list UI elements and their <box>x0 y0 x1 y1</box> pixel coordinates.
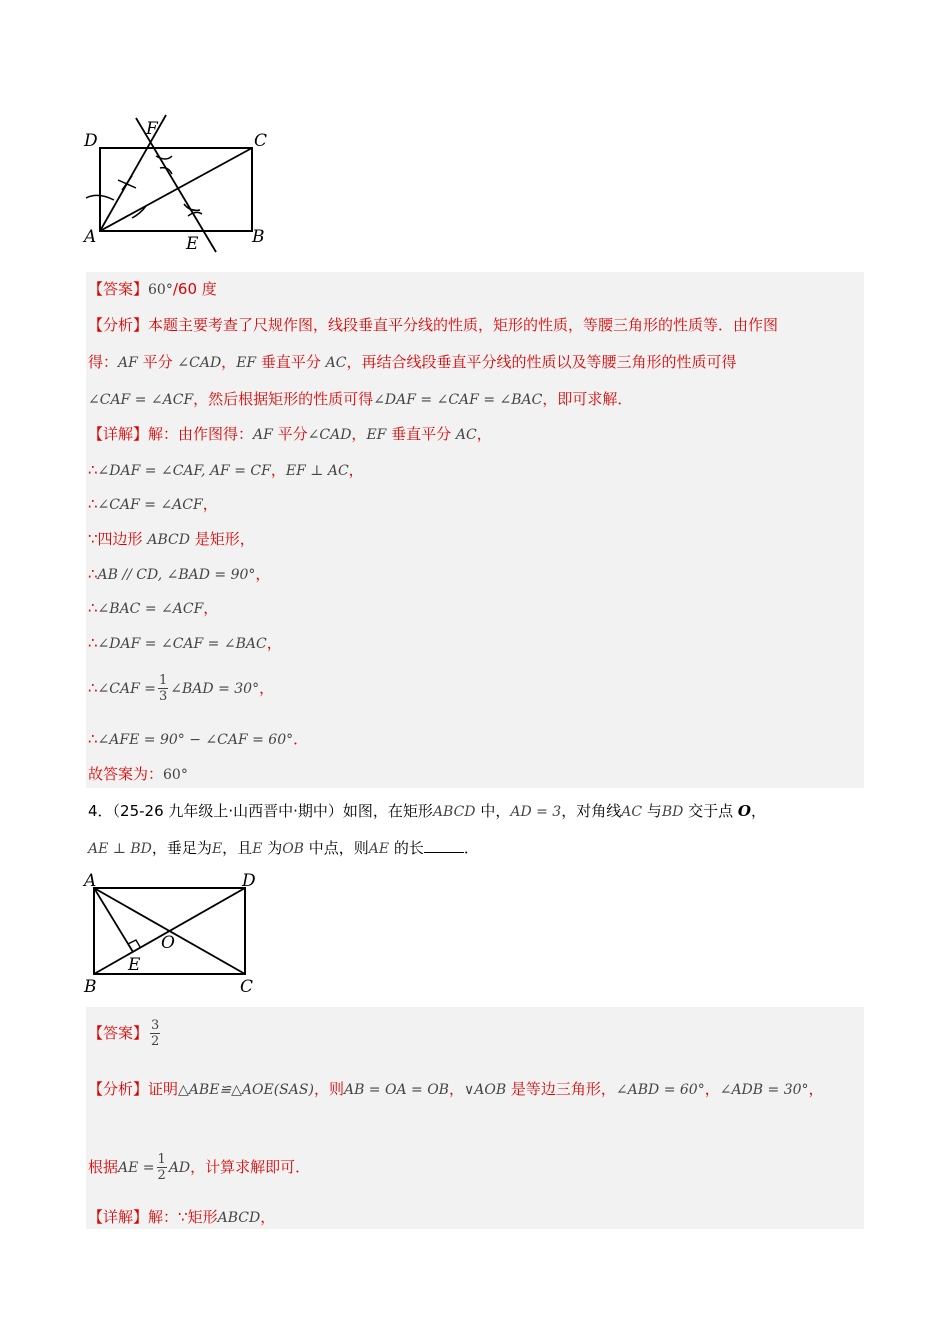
label-c: C <box>240 977 254 997</box>
q3-analysis-line-3: ∠CAF = ∠ACF，然后根据矩形的性质可得∠DAF = ∠CAF = ∠BAC，即可求解． <box>88 390 633 408</box>
label-e: E <box>186 234 199 254</box>
q3-answer: 【答案】60°/60 度 <box>88 280 217 298</box>
segment-ae <box>94 888 133 952</box>
q4-analysis-line-2: 根据AE = $\frac{1}{2}$ AD，计算求解即可． <box>88 1152 311 1183</box>
q3-step-5: ∴AB // CD, ∠BAD = 90°， <box>88 565 271 583</box>
q4-question-line-1: 4．（25-26 九年级上·山西晋中·期中）如图，在矩形ABCD 中，AD = 3，对角线AC 与BD 交于点 O， <box>88 802 766 820</box>
q4-solution-block <box>86 1007 864 1229</box>
label-b: B <box>252 227 265 247</box>
label-b: B <box>84 977 97 997</box>
q3-step-4: ∵四边形 ABCD 是矩形， <box>88 530 255 548</box>
label-c: C <box>254 131 268 151</box>
q3-step-3: ∴∠CAF = ∠ACF， <box>88 495 218 513</box>
q3-analysis-line-1: 【分析】本题主要考查了尺规作图，线段垂直平分线的性质，矩形的性质，等腰三角形的性质等．由作图 <box>88 316 779 334</box>
q3-final-answer: 故答案为：60° <box>88 765 188 783</box>
q3-analysis-line-2: 得：AF 平分 ∠CAD，EF 垂直平分 AC，再结合线段垂直平分线的性质以及等腰三角形的性质可得 <box>88 353 737 371</box>
label-e: E <box>128 955 141 975</box>
q3-step-6: ∴∠BAC = ∠ACF， <box>88 599 219 617</box>
fraction-one-half: $\frac{1}{2}$ <box>157 1152 166 1183</box>
label-d: D <box>242 871 256 891</box>
q3-detail-line-1: 【详解】解：由作图得：AF 平分∠CAD，EF 垂直平分 AC， <box>88 425 492 443</box>
label-d: D <box>84 131 98 151</box>
q4-answer: 【答案】 $\frac{3}{2}$ <box>88 1018 160 1049</box>
rectangle-diagonal-figure <box>80 868 270 998</box>
q3-step-9: ∴∠AFE = 90° − ∠CAF = 60°． <box>88 730 309 748</box>
label-o: O <box>161 933 175 953</box>
label-f: F <box>146 119 158 139</box>
fraction-one-third: $\frac{1}{3}$ <box>159 673 168 704</box>
q3-step-8: ∴∠CAF = $\frac{1}{3}$ ∠BAD = 30°， <box>88 673 275 704</box>
q3-step-2: ∴∠DAF = ∠CAF, AF = CF，EF ⊥ AC， <box>88 461 364 479</box>
construction-figure <box>80 112 280 257</box>
fraction-three-halves: $\frac{3}{2}$ <box>151 1018 160 1049</box>
label-a: A <box>84 227 97 247</box>
q4-analysis-line-1: 【分析】证明△ABE≌△AOE(SAS)，则AB = OA = OB，∨AOB 是等边三角形，∠ABD = 60°，∠ADB = 30°， <box>88 1080 824 1098</box>
q4-detail-line-1: 【详解】解：∵矩形ABCD， <box>88 1208 276 1226</box>
arc-mark-2 <box>118 176 136 190</box>
answer-blank <box>424 838 464 853</box>
q4-question-line-2: AE ⊥ BD，垂足为E，且E 为OB 中点，则AE 的长 ． <box>88 839 479 857</box>
label-a: A <box>84 871 97 891</box>
q3-step-7: ∴∠DAF = ∠CAF = ∠BAC， <box>88 634 282 652</box>
